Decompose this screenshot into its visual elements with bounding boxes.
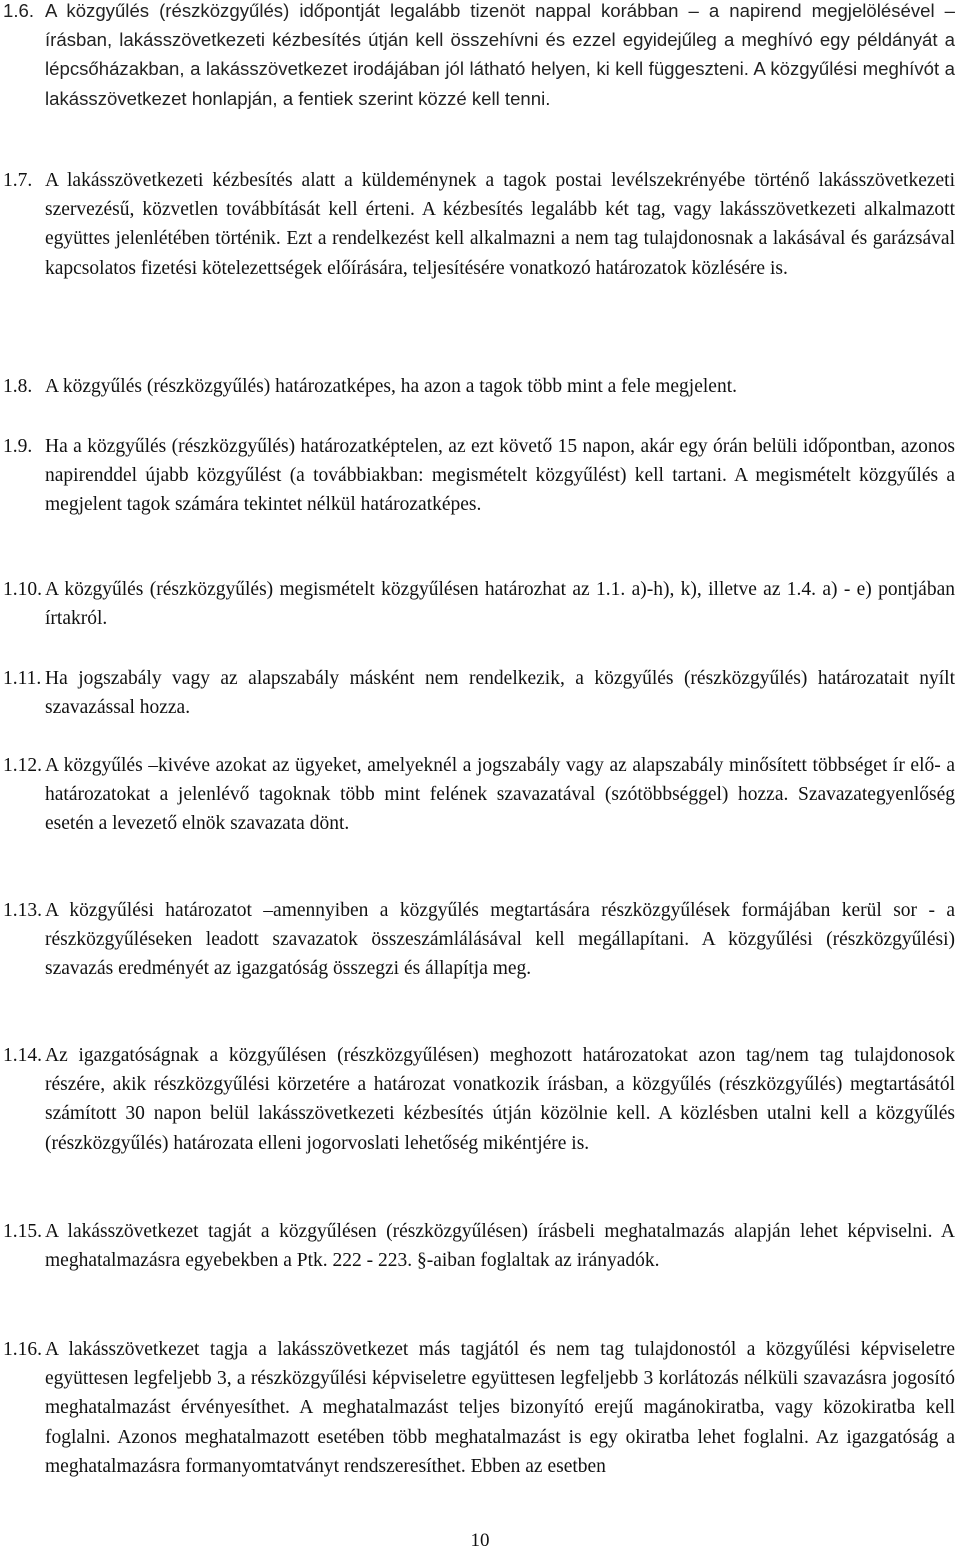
- paragraph-number: 1.10.: [3, 579, 42, 600]
- paragraph-text: A közgyűlés –kivéve azokat az ügyeket, amelyeknél a jogszabály vagy az alapszabály minősített többséget ír elő- a határozatokat a jelenlévő tagoknak több mint felének szavazatával (szótöbbséggel) hozza. Szavazategyenlőség esetén a levezető elnök szavazata dönt.: [45, 755, 955, 835]
- paragraph-text: A közgyűlés (részközgyűlés) megismételt közgyűlésen határozhat az 1.1. a)-h), k), illetve az 1.4. a) - e) pontjában írtakról.: [45, 579, 955, 630]
- paragraph-1-12: [3, 751, 955, 839]
- paragraph-1-8: [3, 372, 955, 401]
- paragraph-number: 1.9.: [3, 436, 33, 457]
- paragraph-number: 1.13.: [3, 900, 42, 921]
- paragraph-number: 1.6.: [3, 0, 35, 21]
- paragraph-number: 1.15.: [3, 1221, 42, 1242]
- paragraph-text: Az igazgatóságnak a közgyűlésen (részközgyűlésen) meghozott határozatokat azon tag/nem tag tulajdonosok részére, akik részközgyűlési körzetére a határozat vonatkozik írásban, a közgyűlés (részközgyűlés) megtartásától számított 30 napon belül lakásszövetkezeti kézbesítés útján közölnie kell. A közlésben utalni kell a közgyűlés (részközgyűlés) határozata elleni jogorvoslati lehetőség mikéntjére is.: [45, 1045, 955, 1154]
- paragraph-1-7: [3, 166, 955, 283]
- paragraph-number: 1.16.: [3, 1339, 42, 1360]
- paragraph-text: A közgyűlés (részközgyűlés) időpontját legalább tizenöt nappal korábban – a napirend megjelölésével – írásban, lakásszövetkezeti kézbesítés útján kell összehívni és ezzel egyidejűleg a meghívó egy példányát a lépcsőházakban, a lakásszövetkezet irodájában jól látható helyen, ki kell függeszteni. A közgyűlési meghívót a lakásszövetkezet honlapján, a fentiek szerint közzé kell tenni.: [45, 0, 955, 109]
- paragraph-text: A lakásszövetkezet tagját a közgyűlésen (részközgyűlésen) írásbeli meghatalmazás alapján lehet képviselni. A meghatalmazásra egyebekben a Ptk. 222 - 223. §-aiban foglaltak az irányadók.: [45, 1221, 955, 1272]
- paragraph-text: Ha a közgyűlés (részközgyűlés) határozatképtelen, az ezt követő 15 napon, akár egy órán belüli időpontban, azonos napirenddel újabb közgyűlést (a továbbiakban: megismételt közgyűlést) kell tartani. A megismételt közgyűlés a megjelent tagok számára tekintet nélkül határozatképes.: [45, 436, 955, 516]
- paragraph-1-11: [3, 664, 955, 722]
- paragraph-number: 1.12.: [3, 755, 42, 776]
- paragraph-number: 1.11.: [3, 668, 42, 689]
- paragraph-number: 1.7.: [3, 170, 33, 191]
- paragraph-1-10: [3, 575, 955, 633]
- paragraph-1-13: [3, 896, 955, 984]
- paragraph-text: A közgyűlés (részközgyűlés) határozatképes, ha azon a tagok több mint a fele megjelent.: [45, 376, 737, 397]
- paragraph-text: A lakásszövetkezet tagja a lakásszövetkezet más tagjától és nem tag tulajdonostól a közgyűlési képviseletre együttesen legfeljebb 3, a részközgyűlési képviseletre együttesen legfeljebb 3 korlátozás nélküli szavazásra jogosító meghatalmazást érvényesíthet. A meghatalmazást teljes bizonyító erejű magánokiratba, vagy közokiratba kell foglalni. Azonos meghatalmazott esetében több meghatalmazást is egy okiratba lehet foglalni. Az igazgatóság a meghatalmazásra formanyomtatványt rendszeresíthet. Ebben az esetben: [45, 1339, 955, 1477]
- paragraph-1-14: [3, 1041, 955, 1158]
- paragraph-number: 1.8.: [3, 376, 33, 397]
- paragraph-1-6: [3, 0, 955, 113]
- paragraph-text: A lakásszövetkezeti kézbesítés alatt a küldeménynek a tagok postai levélszekrényébe történő lakásszövetkezeti szervezésű, közvetlen továbbítását kell érteni. A kézbesítés legalább két tag, vagy lakásszövetkezeti alkalmazott együttes jelenlétében történik. Ezt a rendelkezést kell alkalmazni a nem tag tulajdonosnak a lakásával és garázsával kapcsolatos fizetési kötelezettségek előírására, teljesítésére vonatkozó határozatok közlésére is.: [45, 170, 955, 279]
- paragraph-text: Ha jogszabály vagy az alapszabály másként nem rendelkezik, a közgyűlés (részközgyűlés) határozatait nyílt szavazással hozza.: [45, 668, 955, 719]
- paragraph-1-15: [3, 1217, 955, 1275]
- paragraph-1-16: [3, 1335, 955, 1481]
- page-number: 10: [470, 1530, 490, 1551]
- paragraph-1-9: [3, 432, 955, 520]
- paragraph-number: 1.14.: [3, 1045, 42, 1066]
- paragraph-text: A közgyűlési határozatot –amennyiben a közgyűlés megtartására részközgyűlések formájában kerül sor - a részközgyűléseken leadott szavazatok összeszámlálásával kell megállapítani. A közgyűlési (részközgyűlési) szavazás eredményét az igazgatóság összegzi és állapítja meg.: [45, 900, 955, 980]
